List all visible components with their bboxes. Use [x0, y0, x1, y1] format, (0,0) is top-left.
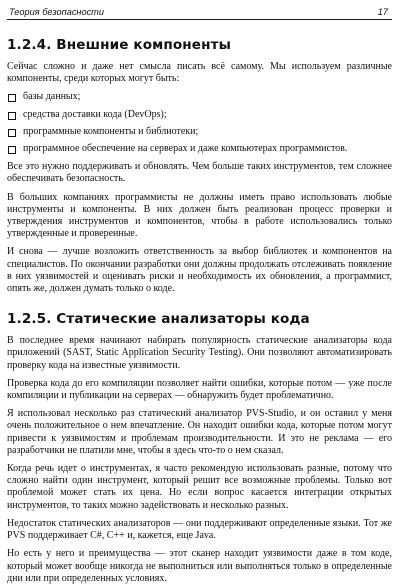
paragraph: Проверка кода до его компиляции позволяет найти ошибки, которые потом — уже после компиляции и публикации на серверах — обнаружить будет проблематично.: [7, 377, 392, 402]
checkbox-bullet-icon: [8, 129, 16, 137]
paragraph: И снова — лучше возложить ответственность за выбор библиотек и компонентов на специалистов. По окончании разработки они должны продолжать отслеживать появление в них уязвимостей и оценивать риски и необходимость их обновления, а программист, опять же, должен думать только о коде.: [7, 246, 392, 295]
paragraph: Все это нужно поддерживать и обновлять. Чем больше таких инструментов, тем сложнее обеспечивать безопасность.: [7, 161, 392, 185]
paragraph: Недостаток статических анализаторов — они поддерживают определенные языки. Тот же PVS поддерживает C#, C++ и, кажется, еще Java.: [7, 517, 392, 542]
list-item: [7, 91, 392, 103]
paragraph: Когда речь идет о инструментах, я часто рекомендую использовать разные, потому что сложно найти один инструмент, который решит все возможные проблемы. Только вот проблемой может стать их цена. Но если вопрос касается интеграции открытых инструментов, то таких можно задействовать и несколько разных.: [7, 463, 392, 511]
section-heading-external-components: 1.2.4. Внешние компоненты: [7, 37, 231, 53]
list-item: [7, 126, 392, 138]
paragraph: В последнее время начинают набирать популярность статические анализаторы кода приложений (SAST, Static Application Security Testing). Они позволяют автоматизировать проверку кода на известные уязвимости.: [7, 335, 392, 371]
book-title: Теория безопасности: [9, 7, 104, 17]
checkbox-bullet-icon: [8, 112, 16, 120]
paragraph: Но есть у него и преимущества — этот сканер находит уязвимости даже в том коде, который может вообще никогда не выполниться или выполняться только в определенные дни или при определенных условиях.: [7, 548, 392, 584]
paragraph: Я использовал несколько раз статический анализатор PVS-Studio, и он оставил у меня очень положительное о нем впечатление. Он находит ошибки кода, которые потом могут привести к уязвимостям и проблемам производительности. И это не реклама — его разработчики не платили мне, чтобы я здесь что-то о нем сказал.: [7, 408, 392, 456]
checkbox-bullet-icon: [8, 94, 16, 102]
section-heading-static-analyzers: 1.2.5. Статические анализаторы кода: [7, 311, 310, 328]
page-number: 17: [377, 7, 388, 17]
running-header: [7, 4, 392, 20]
component-list: [7, 91, 392, 155]
list-item: [7, 109, 392, 121]
paragraph: В больших компаниях программисты не должны иметь право использовать любые инструменты и компоненты. В них должен быть реализован процесс проверки и утверждения инструментов и компонентов, чтобы в работе использовались только утвержденные и проверенные.: [7, 191, 392, 240]
list-item-text: программное обеспечение на серверах и даже компьютерах программистов.: [23, 143, 348, 155]
list-item-text: базы данных;: [23, 91, 81, 103]
checkbox-bullet-icon: [8, 146, 16, 154]
list-item-text: средства доставки кода (DevOps);: [23, 108, 167, 120]
list-item: [7, 143, 392, 155]
paragraph-intro: Сейчас сложно и даже нет смысла писать всё самому. Мы используем различные компоненты, среди которых могут быть:: [7, 61, 392, 85]
list-item-text: программные компоненты и библиотеки;: [23, 125, 199, 137]
